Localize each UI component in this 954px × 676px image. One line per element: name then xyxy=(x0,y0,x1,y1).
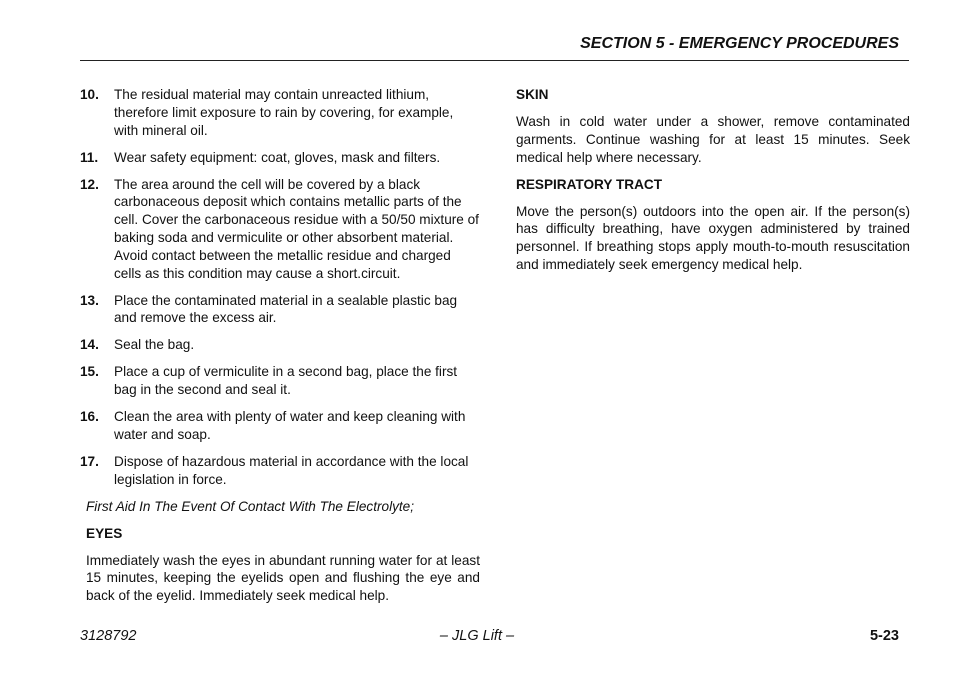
list-item xyxy=(80,292,480,328)
item-text: Place the contaminated material in a sealable plastic bag and remove the excess air. xyxy=(114,292,458,326)
section-title: SECTION 5 - EMERGENCY PROCEDURES xyxy=(580,35,899,52)
skin-heading: SKIN xyxy=(516,87,549,102)
header-divider xyxy=(80,60,909,61)
item-number: 11. xyxy=(80,149,99,165)
respiratory-heading: RESPIRATORY TRACT xyxy=(516,176,663,192)
item-number: 10. xyxy=(80,87,99,102)
list-item xyxy=(80,176,480,283)
list-item xyxy=(80,453,480,489)
respiratory-text: Move the person(s) outdoors into the open air. If the person(s) has difficulty breathing, have oxygen administered by trained personnel. If breathing stops apply mouth-to-mouth resuscitation and immediately seek emergency medical help. xyxy=(516,203,910,272)
item-number: 14. xyxy=(80,337,99,353)
list-item xyxy=(80,336,480,354)
item-number: 15. xyxy=(80,364,99,380)
eyes-text: Immediately wash the eyes in abundant running water for at least 15 minutes, keeping the eyelids open and flushing the eye and back of the eyelid. Immediately seek medical help. xyxy=(86,552,480,604)
item-text: The area around the cell will be covered by a black carbonaceous deposit which contains metallic parts of the cell. Cover the carbonaceous residue with a 50/50 mixture of baking soda and vermiculite or other absorbent material. Avoid contact between the metallic residue and charged cells as this condition may cause a short.circuit. xyxy=(114,176,479,281)
right-column xyxy=(516,86,910,283)
footer-doc-number: 3128792 xyxy=(80,628,137,644)
item-number: 17. xyxy=(80,453,99,469)
item-text: Dispose of hazardous material in accordance with the local legislation in force. xyxy=(114,453,469,487)
item-text: Wear safety equipment: coat, gloves, mask and filters. xyxy=(114,149,441,165)
list-item xyxy=(80,86,480,139)
item-text: The residual material may contain unreacted lithium, therefore limit exposure to rain by covering, for example, with mineral oil. xyxy=(114,87,454,138)
first-aid-intro: First Aid In The Event Of Contact With The Electrolyte; xyxy=(86,498,415,514)
item-text: Seal the bag. xyxy=(114,337,195,353)
list-item xyxy=(80,363,480,399)
item-text: Place a cup of vermiculite in a second bag, place the first bag in the second and seal it. xyxy=(114,364,458,398)
footer-page-number: 5-23 xyxy=(869,628,899,644)
eyes-heading: EYES xyxy=(86,525,123,541)
list-item xyxy=(80,149,480,167)
skin-text: Wash in cold water under a shower, remove contaminated garments. Continue washing for at least 15 minutes. Seek medical help where necessary. xyxy=(516,113,910,165)
item-number: 12. xyxy=(80,176,99,192)
item-text: Clean the area with plenty of water and keep cleaning with water and soap. xyxy=(114,409,466,442)
footer-brand: – JLG Lift – xyxy=(439,628,515,644)
list-item xyxy=(80,408,480,444)
item-number: 13. xyxy=(80,292,99,308)
item-number: 16. xyxy=(80,409,99,425)
left-column xyxy=(80,86,480,614)
